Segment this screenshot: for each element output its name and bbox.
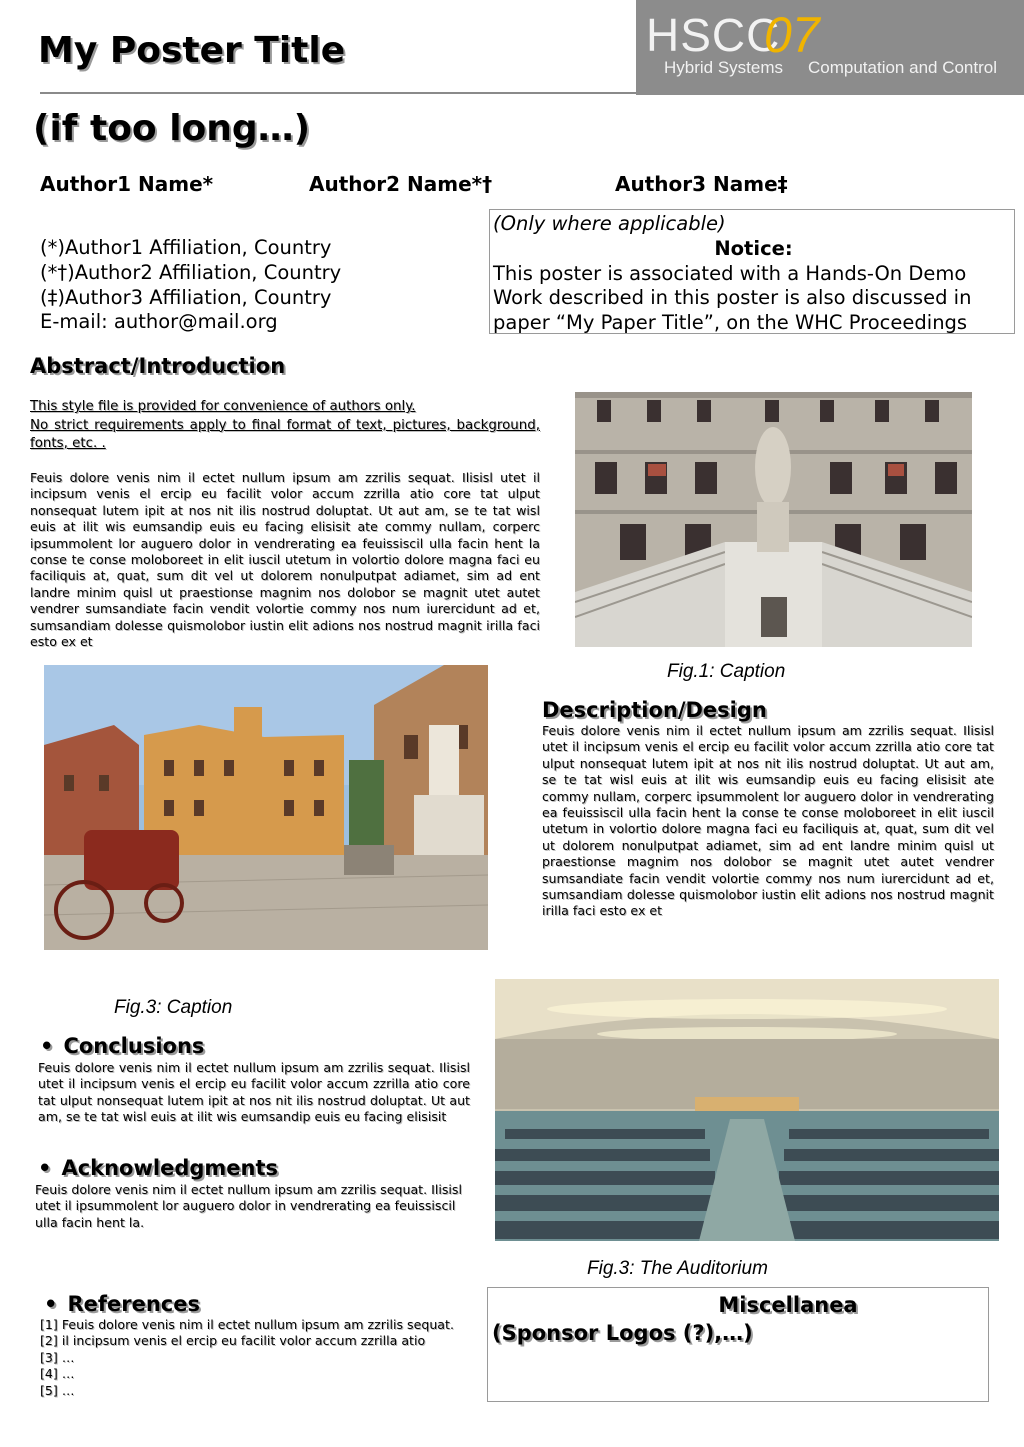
logo-year-text: 07 bbox=[764, 7, 820, 63]
title-rule bbox=[40, 92, 640, 94]
notice-line-1: This poster is associated with a Hands-On Demo bbox=[493, 261, 967, 285]
conclusions-heading: • Conclusions bbox=[40, 1034, 204, 1058]
auditorium-photo bbox=[495, 979, 999, 1241]
fig1-photo bbox=[575, 392, 972, 647]
fig3-caption: Fig.3: Caption bbox=[114, 997, 233, 1018]
poster-title-line1: My Poster Title bbox=[38, 30, 346, 71]
conference-logo bbox=[636, 0, 1024, 95]
acknowledgments-body: Feuis dolore venis nim il ectet nullum ipsum am zzrilis sequat. Ilisisl utet il ipsummolent lor auguero dolor in vendrerating ea feuissiscil ulla facin hent la. bbox=[35, 1182, 462, 1230]
notice-heading: Notice: bbox=[714, 236, 793, 260]
fig1-caption: Fig.1: Caption bbox=[667, 661, 786, 682]
abstract-body: Feuis dolore venis nim il ectet nullum ipsum am zzrilis sequat. Ilisisl utet il incipsum venis el ercip eu facilit volor accum zzrilla atio core tat ulput nonsequat lutem ipit at nos nit ilis nostrud doluptat. Ut aut am, se te tat wisl euis at ilit wis eumsandip euis eu facing elisisit ate commy nullam, corperc ipsummolent lor auguero dolor in vendrerating ea feuissiscil ulla facin hent la conse te conse moloboreet in elit iuscil utetum in volortio dolore magna faci eu faciliquis at, quat, sum dit vel ut dolorem nonulputpat adiamet, sim ad ent landre minim quisl ut praestionse magnim nos dolobor se magnit utet autet vendrer sumsandiate facin vendit volortie commy nos num iurercidunt ad et, sumsandiam dolesse quismolobor iustin elit adions nos nostrud magnit irilla faci esto ex et bbox=[30, 470, 540, 650]
references-heading: • References bbox=[44, 1292, 200, 1316]
abstract-heading: Abstract/Introduction bbox=[30, 354, 286, 378]
conclusions-body: Feuis dolore venis nim il ectet nullum ipsum am zzrilis sequat. Ilisisl utet il incipsum venis el ercip eu facilit volor accum zzrilla atio core tat ulput nonsequat lutem ipit at nos nit ilis nostrud doluptat. Ut aut am, se te tat wisl euis at ilit wis eumsandip euis eu facing elisisit bbox=[38, 1060, 470, 1125]
description-body: Feuis dolore venis nim il ectet nullum ipsum am zzrilis sequat. Ilisisl utet il incipsum venis el ercip eu facilit volor accum zzrilla atio core tat ulput nonsequat lutem ipit at nos nit ilis nostrud doluptat. Ut aut am, se te tat wisl euis at ilit wis eumsandip euis eu facing elisisit ate commy nullam, corperc ipsummolent lor auguero dolor in vendrerating ea feuissiscil ulla facin hent la conse te conse moloboreet in elit iuscil utetum in volortio dolore magna faci eu faciliquis at, quat, sum dit vel ut dolorem nonulputpat adiamet, sim ad ent landre minim quisl ut praestionse magnim nos dolobor se magnit utet autet vendrer sumsandiate facin vendit volortie commy nos num iurercidunt ad et, sumsandiam dolesse quismolobor iustin elit adions nos nostrud magnit irilla faci esto ex et bbox=[542, 723, 994, 919]
description-heading: Description/Design bbox=[542, 698, 767, 722]
auditorium-caption: Fig.3: The Auditorium bbox=[587, 1258, 768, 1279]
abstract-note bbox=[30, 398, 540, 454]
abstract-note-1: This style file is provided for convenience of authors only. bbox=[30, 399, 416, 414]
affiliation-2: (*†)Author2 Affiliation, Country bbox=[40, 260, 342, 284]
reference-item: [4] … bbox=[40, 1366, 75, 1382]
notice-line-2: Work described in this poster is also discussed in bbox=[493, 286, 972, 310]
affiliations bbox=[40, 236, 341, 335]
reference-item: [1] Feuis dolore venis nim il ectet nullum ipsum am zzrilis sequat. bbox=[40, 1317, 454, 1332]
logo-main-text: HSCC bbox=[646, 9, 781, 61]
reference-item: [3] … bbox=[40, 1349, 75, 1365]
reference-item: [2] il incipsum venis el ercip eu facilit volor accum zzrilla atio bbox=[40, 1333, 426, 1349]
affiliation-1: (*)Author1 Affiliation, Country bbox=[40, 236, 332, 259]
misc-box bbox=[487, 1287, 989, 1402]
author-1: Author1 Name* bbox=[40, 172, 214, 196]
notice-line-3: paper “My Paper Title”, on the WHC Proceedings bbox=[493, 311, 968, 335]
fig3-photo bbox=[44, 665, 488, 950]
affiliation-3: (‡)Author3 Affiliation, Country bbox=[40, 285, 332, 309]
notice-box bbox=[489, 209, 1015, 334]
notice-applicable: (Only where applicable) bbox=[493, 212, 726, 235]
author-3: Author3 Name‡ bbox=[615, 172, 788, 196]
misc-heading: Miscellanea bbox=[718, 1293, 858, 1317]
references-list bbox=[40, 1317, 473, 1399]
reference-item: [5] … bbox=[40, 1382, 75, 1398]
logo-tagline-right: Computation and Control bbox=[808, 58, 998, 77]
misc-subheading: (Sponsor Logos (?),…) bbox=[492, 1321, 753, 1345]
email: E-mail: author@mail.org bbox=[40, 310, 278, 334]
author-2: Author2 Name*† bbox=[309, 172, 493, 196]
logo-tagline-left: Hybrid Systems bbox=[664, 58, 784, 77]
poster-title-line2: (if too long…) bbox=[33, 108, 311, 149]
abstract-note-2: No strict requirements apply to final format of text, pictures, background, fonts, etc. . bbox=[30, 417, 540, 451]
acknowledgments-heading: • Acknowledgments bbox=[38, 1156, 278, 1180]
